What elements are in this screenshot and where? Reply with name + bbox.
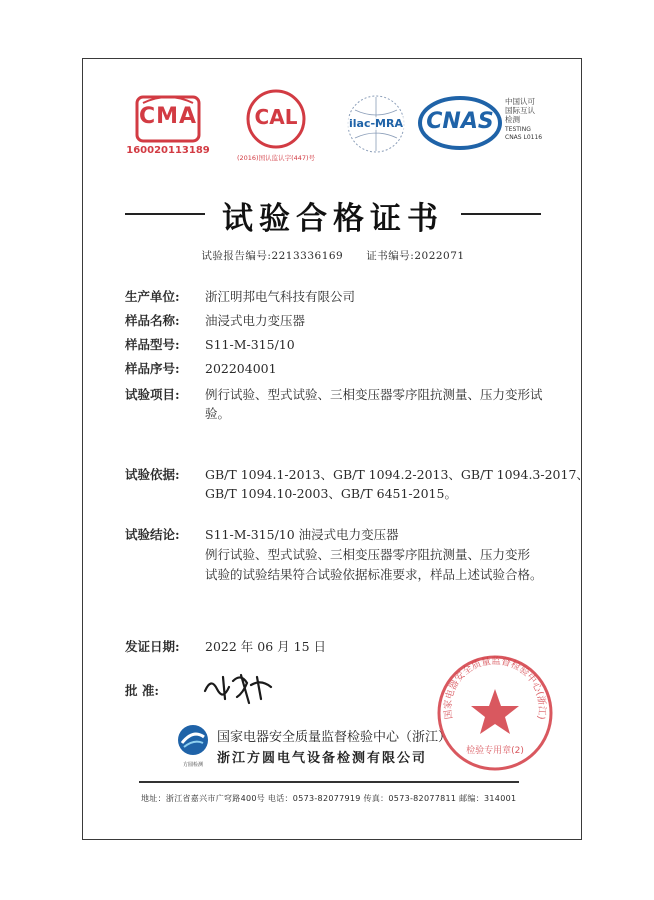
org-name-line1: 国家电器安全质量监督检验中心（浙江） xyxy=(217,730,452,745)
conclusion-label: 试验结论: xyxy=(125,527,180,542)
cma-logo xyxy=(123,93,213,163)
approver-signature xyxy=(201,669,281,705)
conclusion-line3: 试验的试验结果符合试验依据标准要求，样品上述试验合格。 xyxy=(205,567,543,582)
manufacturer-label: 生产单位: xyxy=(125,289,180,304)
cert-number: 2022071 xyxy=(414,250,465,262)
field-issue-date xyxy=(125,637,326,656)
org-address: 地址：浙江省嘉兴市广穹路400号 电话：0573-82077919 传真：0573-82077811 邮编：314001 xyxy=(141,794,517,803)
test-basis-line2: GB/T 1094.10-2003、GB/T 6451-2015。 xyxy=(205,486,457,501)
approver-label: 批 准: xyxy=(125,683,159,698)
certificate-document xyxy=(82,58,589,840)
field-sample-name xyxy=(125,311,305,330)
model-value: S11-M-315/10 xyxy=(205,337,295,352)
report-number: 2213336169 xyxy=(271,250,344,262)
cert-number-label: 证书编号: xyxy=(366,250,415,262)
org-logo-caption: 方圆检测 xyxy=(182,762,203,768)
footer-rule xyxy=(139,781,519,783)
page-title: 试验合格证书 xyxy=(222,201,444,237)
cnas-cn-line1: 中国认可 xyxy=(505,97,535,106)
conclusion-line1: S11-M-315/10 油浸式电力变压器 xyxy=(205,527,399,542)
cnas-logo xyxy=(415,95,505,155)
conclusion-line2: 例行试验、型式试验、三相变压器零序阻抗测量、压力变形 xyxy=(205,547,531,562)
cnas-text: CNAS xyxy=(426,109,494,134)
report-number-label: 试验报告编号: xyxy=(201,250,272,262)
org-logo xyxy=(173,723,213,767)
cnas-caption xyxy=(505,97,542,142)
cma-text: CMA xyxy=(138,104,198,129)
ilac-text: ilac-MRA xyxy=(341,117,411,130)
field-test-basis xyxy=(125,465,589,484)
field-conclusion xyxy=(125,525,399,544)
cnas-en-line2: CNAS L0116 xyxy=(505,134,543,141)
title-row xyxy=(83,189,583,239)
sample-name-label: 样品名称: xyxy=(125,313,180,328)
cnas-en-line1: TESTING xyxy=(505,126,531,133)
ilac-mra-logo xyxy=(341,93,411,159)
cma-number: 160020113189 xyxy=(126,145,210,156)
cal-logo xyxy=(231,89,321,165)
org-name-line2: 浙江方圆电气设备检测有限公司 xyxy=(217,751,428,766)
field-serial xyxy=(125,359,277,378)
issue-date-label: 发证日期: xyxy=(125,639,180,654)
serial-value: 202204001 xyxy=(205,361,277,376)
test-basis-label: 试验依据: xyxy=(125,467,180,482)
field-model xyxy=(125,335,295,354)
sample-name-value: 油浸式电力变压器 xyxy=(205,313,306,328)
test-basis-line1: GB/T 1094.1-2013、GB/T 1094.2-2013、GB/T 1094.3-2017、 xyxy=(205,467,589,482)
manufacturer-value: 浙江明邦电气科技有限公司 xyxy=(205,289,356,304)
official-seal xyxy=(435,653,555,773)
seal-arc-text: 国家电器安全质量监督检验中心(浙江) xyxy=(442,655,548,721)
cnas-cn-line2: 国际互认 xyxy=(505,106,535,115)
test-items-line2: 验。 xyxy=(205,406,231,421)
model-label: 样品型号: xyxy=(125,337,180,352)
cal-caption: (2016)国认监认字(447)号 xyxy=(236,154,316,162)
seal-star-icon xyxy=(471,689,519,734)
certificate-numbers xyxy=(83,248,583,263)
field-approver xyxy=(125,681,205,700)
cnas-cn-line3: 检测 xyxy=(505,115,520,124)
org-globe-icon xyxy=(176,723,210,757)
seal-bottom-text: 检验专用章(2) xyxy=(466,746,524,756)
serial-label: 样品序号: xyxy=(125,361,180,376)
seal-stamp-icon xyxy=(435,653,555,773)
cal-text: CAL xyxy=(254,105,298,129)
signature-icon xyxy=(201,669,281,705)
test-items-label: 试验项目: xyxy=(125,387,180,402)
field-manufacturer xyxy=(125,287,355,306)
test-items-line1: 例行试验、型式试验、三相变压器零序阻抗测量、压力变形试 xyxy=(205,387,543,402)
field-test-items xyxy=(125,385,543,404)
issue-date-value: 2022 年 06 月 15 日 xyxy=(205,639,326,654)
